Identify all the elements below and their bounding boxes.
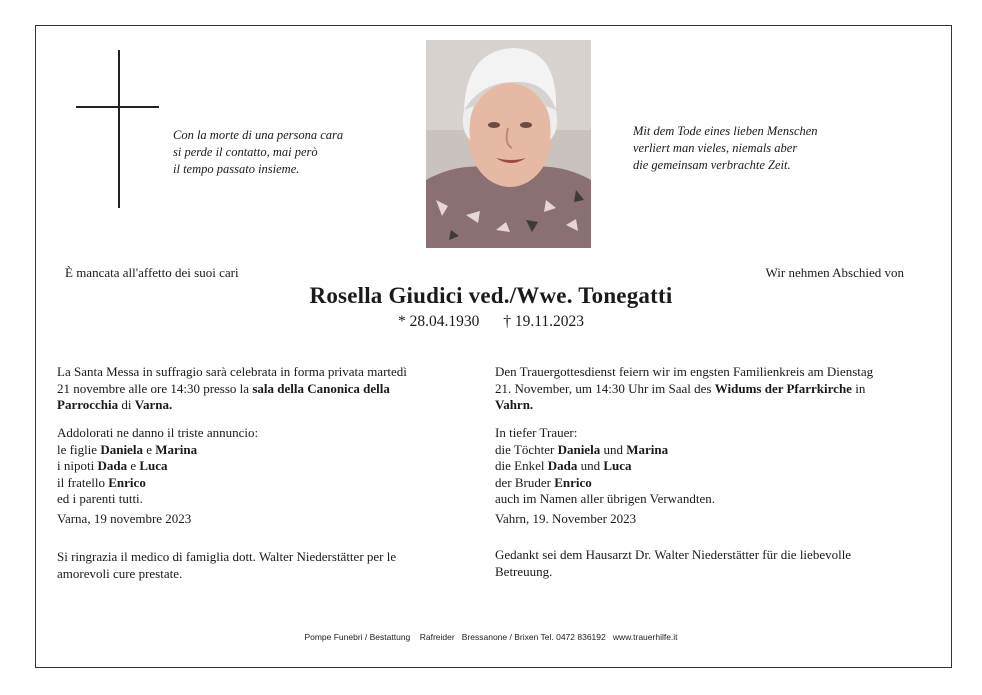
- quote-german: [633, 123, 818, 174]
- thanks-italian: [57, 549, 396, 582]
- mass-info-italian: [57, 364, 407, 414]
- quote-line: verliert man vieles, niemals aber: [633, 141, 798, 155]
- deceased-name: Rosella Giudici ved./Wwe. Tonegatti: [309, 283, 673, 308]
- text-run: il fratello: [57, 474, 106, 490]
- text-line: [495, 442, 715, 459]
- mass-info-german: [495, 364, 873, 414]
- person-name: Luca: [139, 458, 168, 473]
- text-run: i nipoti: [57, 458, 95, 473]
- text-line: [495, 397, 873, 414]
- text-run: di: [121, 397, 132, 412]
- text-run: le figlie: [57, 441, 98, 457]
- text-run: in: [855, 380, 866, 396]
- text-run: der Bruder: [495, 474, 551, 490]
- funeral-home-footer: Pompe Funebri / Bestattung Rafreider Bressanone / Brixen Tel. 0472 836192 www.trauerhilfe.it: [304, 632, 678, 642]
- location-bold: Widums der Pfarrkirche: [714, 380, 852, 396]
- quote-line: Con la morte di una persona cara: [173, 128, 344, 142]
- text-run: e: [146, 441, 152, 457]
- thanks-german: [495, 547, 851, 580]
- mourners-german: [495, 425, 715, 508]
- text-run: und: [580, 458, 601, 473]
- lead-text-italian: È mancata all'affetto dei suoi cari: [65, 265, 239, 280]
- person-name: Daniela: [557, 441, 601, 457]
- text-line: ed i parenti tutti.: [57, 491, 143, 506]
- text-line: [57, 475, 258, 492]
- quote-line: die gemeinsam verbrachte Zeit.: [633, 158, 791, 172]
- location-bold: Parrocchia: [57, 397, 119, 412]
- text-line: [57, 458, 258, 475]
- text-line: amorevoli cure prestate.: [57, 565, 183, 581]
- text-line: [495, 475, 715, 492]
- quote-italian: [173, 127, 343, 178]
- text-line: Gedankt sei dem Hausarzt Dr. Walter Niederstätter für die liebevolle: [495, 547, 852, 562]
- person-name: Dada: [547, 458, 578, 473]
- lead-text-german: Wir nehmen Abschied von: [765, 265, 904, 280]
- birth-date: * 28.04.1930: [397, 313, 480, 330]
- text-run: 21 novembre alle ore 14:30 presso la: [57, 380, 250, 396]
- portrait-photo: [426, 40, 591, 248]
- mourners-italian: [57, 425, 258, 508]
- cross-horizontal-bar: [76, 106, 159, 108]
- text-line: Den Trauergottesdienst feiern wir im engsten Familienkreis am Dienstag: [495, 364, 874, 379]
- person-name: Enrico: [108, 474, 146, 490]
- person-name: Marina: [626, 441, 669, 457]
- person-name: Marina: [155, 441, 198, 457]
- person-name: Daniela: [100, 441, 143, 457]
- location-bold: Varna.: [134, 397, 173, 412]
- location-bold: sala della Canonica della: [252, 380, 390, 396]
- text-line: [57, 442, 258, 459]
- text-line: [495, 381, 873, 398]
- location-bold: Vahrn.: [495, 397, 534, 412]
- text-run: und: [603, 441, 623, 457]
- quote-line: il tempo passato insieme.: [173, 162, 300, 176]
- quote-line: si perde il contatto, mai però: [173, 145, 318, 159]
- person-name: Enrico: [554, 474, 592, 490]
- text-line: Addolorati ne danno il triste annuncio:: [57, 425, 259, 440]
- text-line: [57, 397, 407, 414]
- life-dates: [0, 313, 982, 331]
- text-line: [495, 458, 715, 475]
- person-name: Luca: [603, 458, 632, 473]
- text-line: [57, 381, 407, 398]
- death-date: † 19.11.2023: [503, 313, 585, 330]
- place-date-italian: Varna, 19 novembre 2023: [57, 511, 192, 526]
- cross-vertical-bar: [118, 50, 120, 208]
- text-run: e: [130, 458, 137, 473]
- quote-line: Mit dem Tode eines lieben Menschen: [633, 124, 818, 138]
- text-line: Betreuung.: [495, 563, 553, 579]
- text-run: 21. November, um 14:30 Uhr im Saal des: [495, 380, 712, 396]
- place-date-german: Vahrn, 19. November 2023: [495, 511, 637, 526]
- person-name: Dada: [97, 458, 128, 473]
- text-run: die Töchter: [495, 441, 555, 457]
- text-line: Si ringrazia il medico di famiglia dott. Walter Niederstätter per le: [57, 549, 397, 564]
- text-line: auch im Namen aller übrigen Verwandten.: [495, 491, 715, 506]
- text-line: In tiefer Trauer:: [495, 425, 578, 440]
- text-line: La Santa Messa in suffragio sarà celebrata in forma privata martedì: [57, 364, 407, 379]
- text-run: die Enkel: [495, 458, 545, 473]
